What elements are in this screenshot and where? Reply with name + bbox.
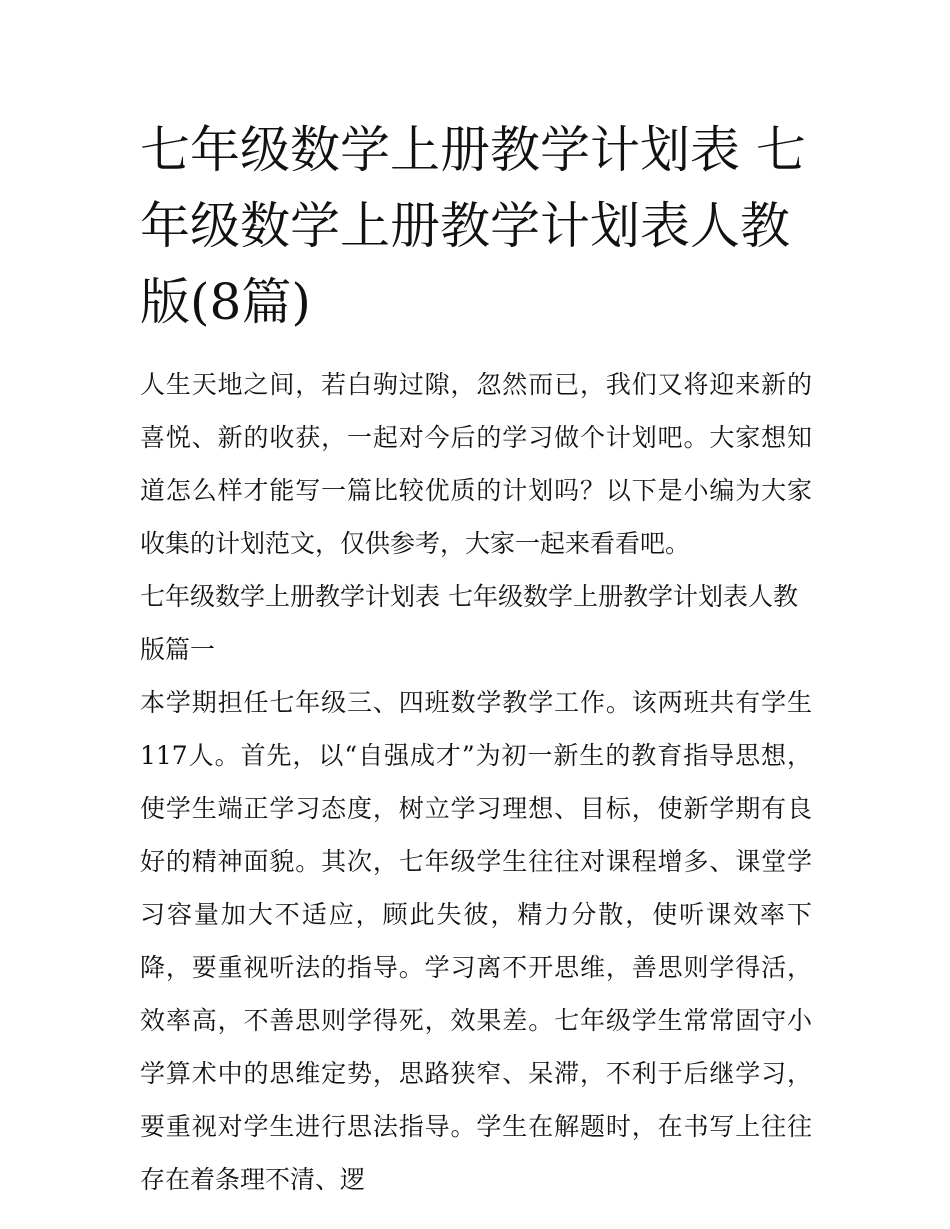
intro-paragraph: 人生天地之间，若白驹过隙，忽然而已，我们又将迎来新的喜悦、新的收获，一起对今后的学习做个计划吧。大家想知道怎么样才能写一篇比较优质的计划吗？以下是小编为大家收集的计划范文，仅供参考，大家一起来看看吧。	[140, 370, 812, 558]
body-paragraph: 本学期担任七年级三、四班数学教学工作。该两班共有学生117人。首先，以“自强成才”为初一新生的教育指导思想，使学生端正学习态度，树立学习理想、目标，使新学期有良好的精神面貌。其次，七年级学生往往对课程增多、课堂学习容量加大不适应，顾此失彼，精力分散，使听课效率下降，要重视听法的指导。学习离不开思维，善思则学得活，效率高，不善思则学得死，效果差。七年级学生常常固守小学算术中的思维定势，思路狭窄、呆滞，不利于后继学习，要重视对学生进行思法指导。学生在解题时，在书写上往往存在着条理不清、逻	[140, 688, 812, 1194]
document-title: 七年级数学上册教学计划表 七年级数学上册教学计划表人教版(8篇)	[140, 121, 806, 331]
document-page	[140, 112, 812, 1206]
section-heading: 七年级数学上册教学计划表 七年级数学上册教学计划表人教版篇一	[140, 582, 798, 664]
